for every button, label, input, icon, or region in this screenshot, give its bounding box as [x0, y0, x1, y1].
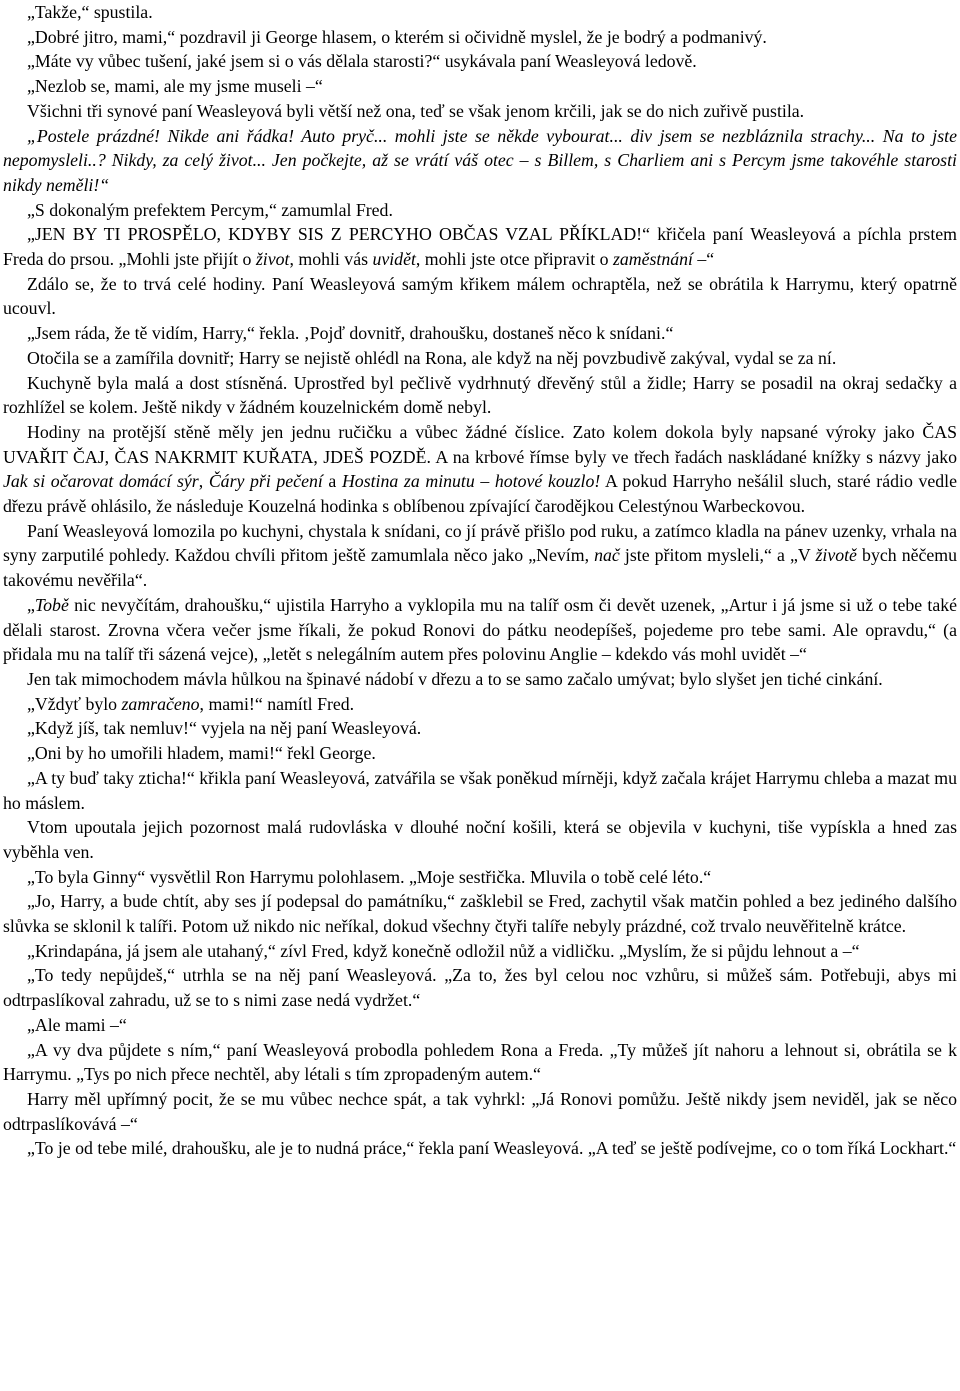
text-run: Kuchyně byla malá a dost stísněná. Uprostřed byl pečlivě vydrhnutý dřevěný stůl a židle; Harry se posadil na okraj sedačky a rozhlížel se kolem. Ještě nikdy v žádném kouzelnickém domě nebyl.: [3, 372, 957, 418]
text-run: „Máte vy vůbec tušení, jaké jsem si o vás dělala starosti?“ usykávala paní Weasleyová ledově.: [27, 51, 697, 72]
text-run: „Nezlob se, mami, ale my jsme museli –“: [27, 76, 323, 97]
text-run: –“: [692, 249, 715, 270]
text-run: „To je od tebe milé, drahoušku, ale je to nudná práce,“ řekla paní Weasleyová. „A teď se ještě podívejme, co o tom říká Lockhart.“: [27, 1138, 957, 1159]
italic-text: životě: [815, 545, 857, 566]
italic-text: uvidět: [372, 249, 416, 270]
text-run: „Ale mami –“: [27, 1014, 127, 1035]
text-run: nic nevyčítám, drahoušku,“ ujistila Harryho a vyklopila mu na talíř osm či devět uzenek, „Artur i já jsme si už o tebe také dělali starost. Zrovna včera večer jsme říkali, že pokud Ronovi do pátku neodepíšeš, pojedeme pro tebe sami. Ale opravdu,“ (a přidala mu na talíř tři sázená vejce), „letět s nelegálním autem přes polovinu Anglie – kdekdo vás mohl uvidět –“: [3, 594, 957, 665]
paragraph: [3, 1087, 957, 1136]
text-run: A pokud Harryho nešálil sluch, staré rádio vedle dřezu právě ohlásilo, že následuje Kouzelná hodinka s oblíbenou zpívající čarodějkou Celestýnou Warbeckovou.: [3, 471, 957, 517]
paragraph: [3, 198, 957, 223]
paragraph: [3, 889, 957, 938]
paragraph: [3, 49, 957, 74]
text-run: „A vy dva půjdete s ním,“ paní Weasleyová probodla pohledem Rona a Freda. „Ty můžeš jít nahoru a lehnout si, obrátila se k Harrymu. „Tys po nich přece nechtěl, aby létali s tím zpropadeným autem.“: [3, 1039, 957, 1085]
text-run: „To tedy nepůjdeš,“ utrhla se na něj paní Weasleyová. „Za to, žes byl celou noc vzhůru, si můžeš sám. Potřebuji, abys mi odtrpaslíkoval zahradu, už se to s nimi zase nedá vydržet.“: [3, 965, 957, 1011]
paragraph: [3, 371, 957, 420]
text-run: „S dokonalým prefektem Percym,“ zamumlal Fred.: [27, 199, 393, 220]
text-run: „Dobré jitro, mami,“ pozdravil ji George hlasem, o kterém si očividně myslel, že je bodrý a podmanivý.: [27, 26, 767, 47]
paragraph: [3, 222, 957, 271]
paragraph: [3, 815, 957, 864]
text-run: Harry měl upřímný pocit, že se mu vůbec nechce spát, a tak vyhrkl: „Já Ronovi pomůžu. Ještě nikdy jsem neviděl, jak se něco odtrpaslíkovává –“: [3, 1088, 957, 1134]
text-run: Jen tak mimochodem mávla hůlkou na špinavé nádobí v dřezu a to se samo začalo umývat; bylo slyšet jen tiché cinkání.: [27, 668, 883, 689]
text-run: Hodiny na protější stěně měly jen jednu ručičku a vůbec žádné číslice. Zato kolem dokola byly napsané výroky jako ČAS UVAŘIT ČAJ, ČAS NAKRMIT KUŘATA, JDEŠ POZDĚ. A na krbové římse byly ve třech řadách naskládané knížky s názvy jako: [3, 421, 957, 467]
italic-text: život: [255, 249, 290, 270]
text-run: „Když jíš, tak nemluv!“ vyjela na něj paní Weasleyová.: [27, 718, 422, 739]
paragraph: [3, 766, 957, 815]
paragraph: [3, 321, 957, 346]
text-run: Paní Weasleyová lomozila po kuchyni, chystala k snídani, co jí právě přišlo pod ruku, a zatímco kladla na pánev uzenky, vrhala na syny zarputilé pohledy. Každou chvíli přitom ještě zamumlala něco jako „Nevím,: [3, 520, 957, 566]
paragraph: [3, 593, 957, 667]
text-run: , mami!“ namítl Fred.: [199, 693, 355, 714]
text-run: jste přitom mysleli,“ a „V: [619, 545, 816, 566]
italic-text: Čáry při pečení: [208, 471, 323, 492]
paragraph: [3, 963, 957, 1012]
paragraph: [3, 25, 957, 50]
paragraph: [3, 74, 957, 99]
italic-text: nač: [594, 545, 620, 566]
paragraph: [3, 1136, 957, 1161]
text-run: Otočila se a zamířila dovnitř; Harry se nejistě ohlédl na Rona, ale když na něj povzbudivě zakýval, vydal se za ní.: [27, 347, 837, 368]
paragraph: [3, 272, 957, 321]
paragraph: [3, 692, 957, 717]
text-run: „Krindapána, já jsem ale utahaný,“ zívl Fred, když konečně odložil nůž a vidličku. „Myslím, že si půjdu lehnout a –“: [27, 940, 860, 961]
text-run: , mohli jste otce připravit o: [415, 249, 613, 270]
paragraph: [3, 346, 957, 371]
paragraph: [3, 1038, 957, 1087]
paragraph: [3, 667, 957, 692]
italic-text: Tobě: [34, 594, 69, 615]
text-run: „Jo, Harry, a bude chtít, aby ses jí podepsal do památníku,“ zašklebil se Fred, zachytil však matčin pohled a bez jediného dalšího slůvka se sklonil k talíři. Potom už nikdo nic neříkal, dokud všechny čtyři talíře nebyly prázdné, což trvalo neuvěřitelně krátce.: [3, 891, 957, 937]
text-run: „To byla Ginny“ vysvětlil Ron Harrymu polohlasem. „Moje sestřička. Mluvila o tobě celé léto.“: [27, 866, 712, 887]
paragraph: [3, 420, 957, 519]
text-run: , mohli vás: [289, 249, 373, 270]
text-run: „Takže,“ spustila.: [27, 2, 153, 22]
paragraph: [3, 124, 957, 198]
paragraph: [3, 99, 957, 124]
text-run: ,: [198, 471, 209, 492]
paragraph: [3, 939, 957, 964]
italic-text: Jak si očarovat domácí sýr: [3, 471, 199, 492]
text-run: Zdálo se, že to trvá celé hodiny. Paní Weasleyová samým křikem málem ochraptěla, než se obrátila k Harrymu, který opatrně ucouvl.: [3, 273, 957, 319]
italic-text: Hostina za minutu – hotové kouzlo!: [341, 471, 601, 492]
paragraph: [3, 0, 957, 25]
text-run: „: [27, 594, 35, 615]
italic-text: „Postele prázdné! Nikde ani řádka! Auto pryč... mohli jste se někde vybourat... div jsem se nezbláznila strachy... Na to jste nepomysleli..? Nikdy, za celý život... Jen počkejte, až se vrátí váš otec – s Billem, s Charliem ani s Percym jsme takovéhle starosti nikdy neměli!“: [3, 125, 957, 195]
text-run: „Vždyť bylo: [27, 693, 122, 714]
text-run: „JEN BY TI PROSPĚLO, KDYBY SIS Z PERCYHO OBČAS VZAL PŘÍKLAD!“ křičela paní Weasleyová a píchla prstem Freda do prsou. „Mohli jste přijít o: [3, 224, 957, 270]
paragraph: [3, 519, 957, 593]
paragraph: [3, 741, 957, 766]
text-run: „A ty buď taky zticha!“ křikla paní Weasleyová, zatvářila se však poněkud mírněji, když začala krájet Harrymu chleba a mazat mu ho máslem.: [3, 767, 957, 813]
paragraph: [3, 1013, 957, 1038]
paragraph: [3, 716, 957, 741]
text-run: „Oni by ho umořili hladem, mami!“ řekl George.: [27, 743, 376, 764]
text-run: bych něčemu takovému nevěřila“.: [3, 545, 957, 591]
text-run: Všichni tři synové paní Weasleyová byli větší než ona, teď se však jenom krčili, jak se do nich zuřivě pustila.: [27, 100, 805, 121]
italic-text: zaměstnání: [612, 249, 693, 270]
text-run: Vtom upoutala jejich pozornost malá rudovláska v dlouhé noční košili, která se objevila v kuchyni, tiše vypískla a hned zas vyběhla ven.: [3, 817, 957, 862]
text-run: a: [322, 471, 342, 492]
paragraph: [3, 865, 957, 890]
text-run: „Jsem ráda, že tě vidím, Harry,“ řekla. ‚Pojď dovnitř, drahoušku, dostaneš něco k snídani.“: [27, 323, 674, 344]
italic-text: zamračeno: [121, 693, 200, 714]
